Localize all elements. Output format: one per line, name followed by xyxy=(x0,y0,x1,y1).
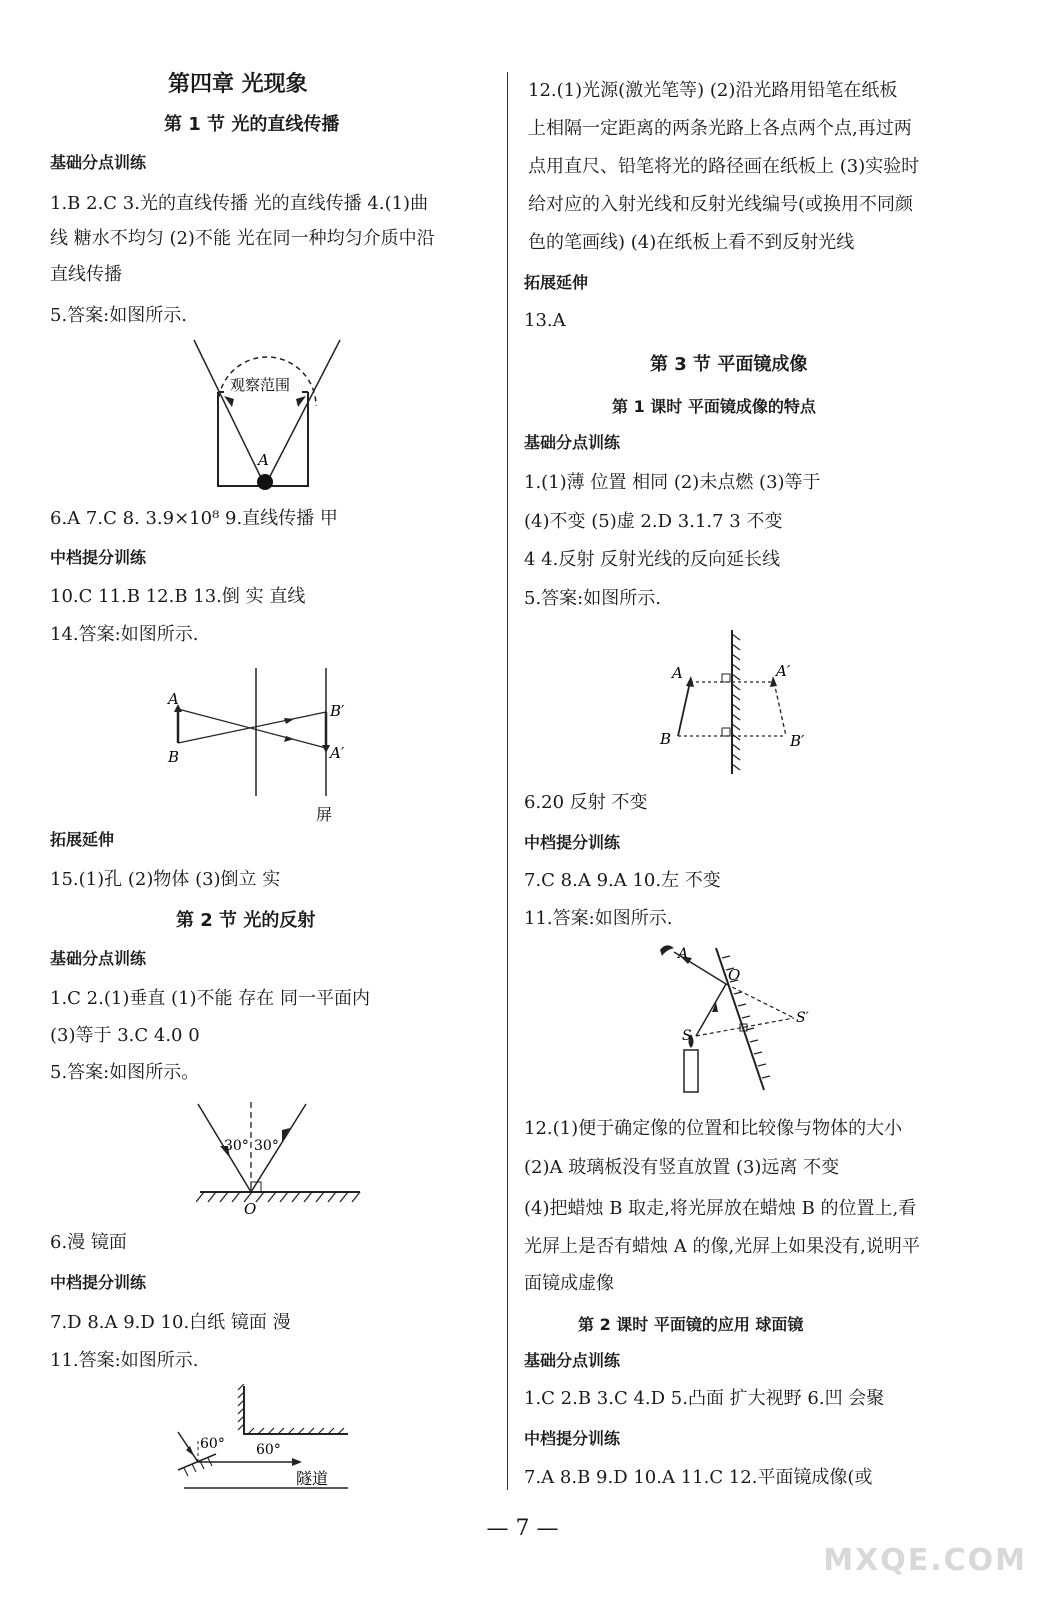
figure-label: S′ xyxy=(796,1010,809,1026)
answer-line: 色的笔画线) (4)在纸板上看不到反射光线 xyxy=(528,232,855,253)
subsection-heading: 基础分点训练 xyxy=(50,949,147,968)
answer-line: 6.20 反射 不变 xyxy=(524,792,648,813)
figure-label: 60° xyxy=(200,1436,225,1452)
answer-line: 点用直尺、铅笔将光的路径画在纸板上 (3)实验时 xyxy=(528,156,920,177)
figure-label: 30° xyxy=(224,1138,249,1154)
answer-line: (4)把蜡烛 B 取走,将光屏放在蜡烛 B 的位置上,看 xyxy=(524,1198,917,1219)
answer-line: 7.A 8.B 9.D 10.A 11.C 12.平面镜成像(或 xyxy=(524,1467,873,1488)
answer-line: 6.漫 镜面 xyxy=(50,1232,127,1253)
subsection-heading: 中档提分训练 xyxy=(524,833,621,852)
answer-line: 面镜成虚像 xyxy=(524,1273,614,1294)
figure-label: B′ xyxy=(790,732,805,750)
figure-label: A′ xyxy=(330,744,345,762)
subsection-heading: 基础分点训练 xyxy=(524,433,621,452)
answer-line: 7.C 8.A 9.A 10.左 不变 xyxy=(524,870,721,891)
answer-line: (2)A 玻璃板没有竖直放置 (3)远离 不变 xyxy=(524,1157,840,1178)
answer-line: 5.答案:如图所示. xyxy=(524,588,661,609)
answer-line: 5.答案:如图所示。 xyxy=(50,1062,200,1083)
section-title: 第 1 节 光的直线传播 xyxy=(164,114,340,135)
figure-tunnel-mirror xyxy=(148,1384,358,1494)
answer-line: 1.B 2.C 3.光的直线传播 光的直线传播 4.(1)曲 xyxy=(50,193,429,214)
subsection-heading: 中档提分训练 xyxy=(50,1273,147,1292)
figure-label: O xyxy=(728,966,741,984)
answer-line: 光屏上是否有蜡烛 A 的像,光屏上如果没有,说明平 xyxy=(524,1236,920,1257)
answer-line: (4)不变 (5)虚 2.D 3.1.7 3 不变 xyxy=(524,511,783,532)
answer-line: 给对应的入射光线和反射光线编号(或换用不同颜 xyxy=(528,194,914,215)
figure-pinhole xyxy=(166,668,356,828)
subsection-heading: 拓展延伸 xyxy=(50,830,115,849)
answer-line: 直线传播 xyxy=(50,264,122,285)
section-title: 第 2 节 光的反射 xyxy=(176,910,316,931)
answer-line: 14.答案:如图所示. xyxy=(50,624,199,645)
answer-line: 12.(1)光源(激光笔等) (2)沿光路用铅笔在纸板 xyxy=(528,80,898,101)
figure-label: A xyxy=(258,451,269,469)
figure-observation-range xyxy=(188,332,348,492)
answer-line: 1.(1)薄 位置 相同 (2)未点燃 (3)等于 xyxy=(524,472,821,493)
answer-line: 13.A xyxy=(524,310,566,331)
figure-label: O xyxy=(244,1200,257,1218)
lesson-title: 第 2 课时 平面镜的应用 球面镜 xyxy=(578,1315,804,1334)
subsection-heading: 中档提分训练 xyxy=(50,548,147,567)
answer-line: 4 4.反射 反射光线的反向延长线 xyxy=(524,549,781,570)
answer-line: 1.C 2.B 3.C 4.D 5.凸面 扩大视野 6.凹 会聚 xyxy=(524,1388,885,1409)
figure-label: S xyxy=(682,1028,692,1044)
figure-label: A xyxy=(678,946,689,962)
subsection-heading: 中档提分训练 xyxy=(524,1429,621,1448)
figure-label: B′ xyxy=(330,702,345,720)
answer-line: 10.C 11.B 12.B 13.倒 实 直线 xyxy=(50,586,306,607)
answer-line: 6.A 7.C 8. 3.9×10⁸ 9.直线传播 甲 xyxy=(50,508,338,529)
figure-label: A xyxy=(672,664,683,682)
figure-label: 60° xyxy=(256,1442,281,1458)
figure-reflection xyxy=(196,1098,366,1218)
answer-line: 1.C 2.(1)垂直 (1)不能 存在 同一平面内 xyxy=(50,988,370,1009)
figure-label: A xyxy=(168,690,179,708)
figure-label: A′ xyxy=(776,662,791,680)
answer-line: 上相隔一定距离的两条光路上各点两个点,再过两 xyxy=(528,118,912,139)
lesson-title: 第 1 课时 平面镜成像的特点 xyxy=(612,397,816,416)
figure-label: 30° xyxy=(254,1138,279,1154)
figure-plane-mirror xyxy=(656,626,816,778)
subsection-heading: 基础分点训练 xyxy=(524,1351,621,1370)
figure-label: B xyxy=(660,730,672,748)
answer-line: 5.答案:如图所示. xyxy=(50,305,187,326)
answer-line: 15.(1)孔 (2)物体 (3)倒立 实 xyxy=(50,869,281,890)
figure-label: 隧道 xyxy=(296,1469,329,1488)
subsection-heading: 基础分点训练 xyxy=(50,153,147,172)
chapter-title: 第四章 光现象 xyxy=(168,72,308,97)
figure-candle-mirror xyxy=(652,940,822,1100)
answer-line: 7.D 8.A 9.D 10.白纸 镜面 漫 xyxy=(50,1312,291,1333)
figure-label: 屏 xyxy=(316,805,333,824)
answer-line: (3)等于 3.C 4.0 0 xyxy=(50,1025,200,1046)
page-number: — 7 — xyxy=(486,1516,559,1541)
subsection-heading: 拓展延伸 xyxy=(524,273,589,292)
answer-line: 11.答案:如图所示. xyxy=(50,1350,199,1371)
figure-label: B xyxy=(168,748,180,766)
section-title: 第 3 节 平面镜成像 xyxy=(650,354,808,375)
column-divider xyxy=(507,72,508,1490)
answer-line: 线 糖水不均匀 (2)不能 光在同一种均匀介质中沿 xyxy=(50,228,435,249)
answer-line: 11.答案:如图所示. xyxy=(524,908,673,929)
figure-label: 观察范围 xyxy=(230,376,291,394)
watermark-logo: MXQE.COM xyxy=(823,1543,1027,1578)
answer-line: 12.(1)便于确定像的位置和比较像与物体的大小 xyxy=(524,1118,903,1139)
